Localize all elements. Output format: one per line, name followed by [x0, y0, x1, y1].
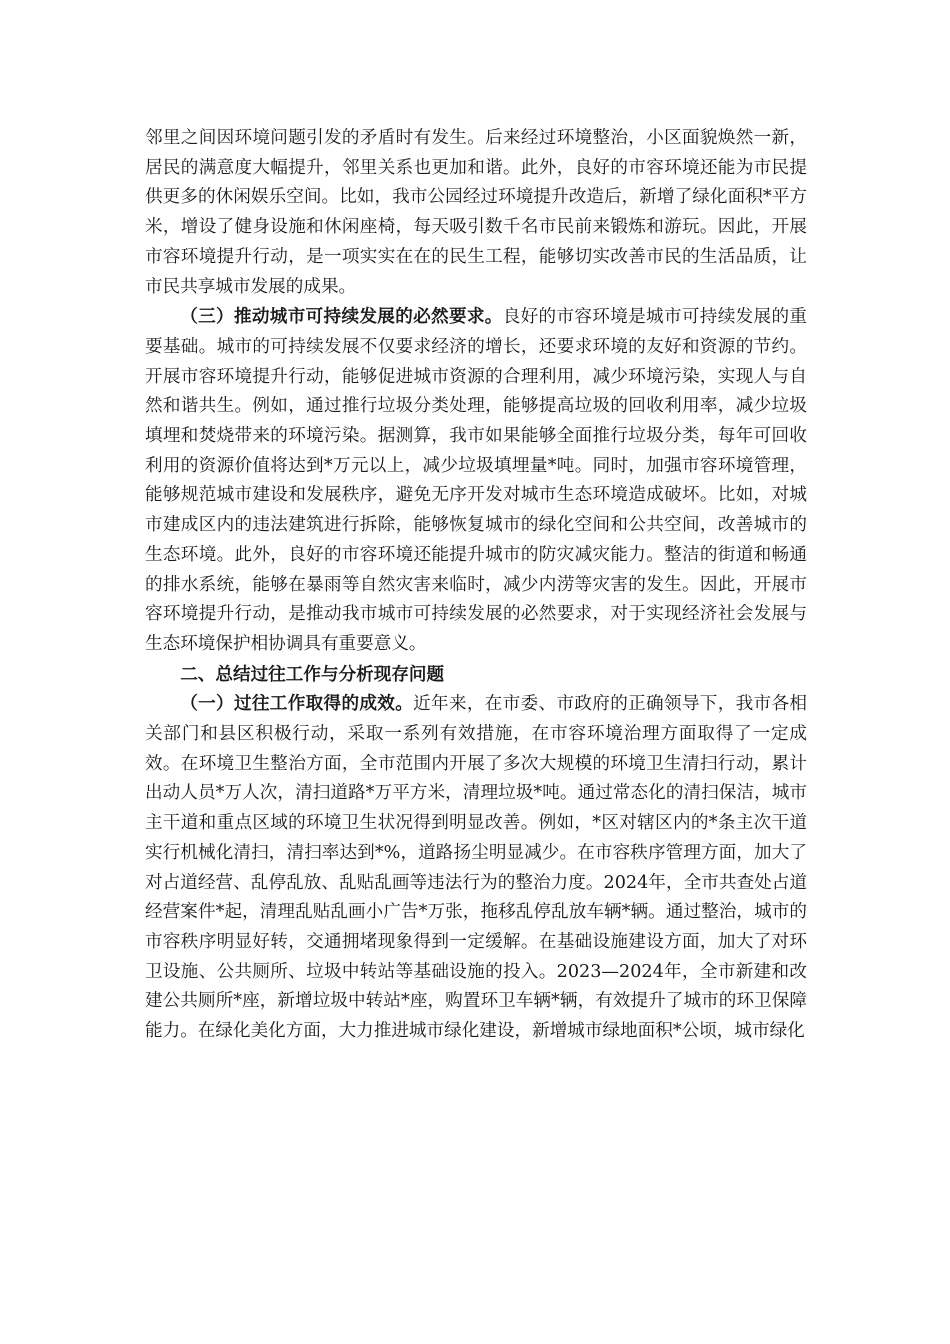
paragraph-text: 邻里之间因环境问题引发的矛盾时有发生。后来经过环境整治，小区面貌焕然一新，居民的满意度大幅提升，邻里关系也更加和谐。此外，良好的市容环境还能为市民提供更多的休闲娱乐空间。比如，我市公园经过环境提升改造后，新增了绿化面积*平方米，增设了健身设施和休闲座椅，每天吸引数千名市民前来锻炼和游玩。因此，开展市容环境提升行动，是一项实实在在的民生工程，能够切实改善市民的生活品质，让市民共享城市发展的成果。 — [145, 128, 807, 297]
paragraph-lead-heading: （三）推动城市可持续发展的必然要求。 — [180, 306, 503, 328]
paragraph-sustainable-development — [145, 302, 807, 659]
section-heading: 二、总结过往工作与分析现存问题 — [180, 663, 445, 685]
document-page — [145, 124, 807, 1047]
paragraph-continued — [145, 124, 807, 302]
paragraph-past-achievements — [145, 689, 807, 1046]
paragraph-lead-heading: （一）过往工作取得的成效。 — [180, 693, 414, 715]
paragraph-text: 近年来，在市委、市政府的正确领导下，我市各相关部门和县区积极行动，采取一系列有效措施，在市容环境治理方面取得了一定成效。在环境卫生整治方面，全市范围内开展了多次大规模的环境卫生清扫行动，累计出动人员*万人次，清扫道路*万平方米，清理垃圾*吨。通过常态化的清扫保洁，城市主干道和重点区域的环境卫生状况得到明显改善。例如，*区对辖区内的*条主次干道实行机械化清扫，清扫率达到*%，道路扬尘明显减少。在市容秩序管理方面，加大了对占道经营、乱停乱放、乱贴乱画等违法行为的整治力度。2024年，全市共查处占道经营案件*起，清理乱贴乱画小广告*万张，拖移乱停乱放车辆*辆。通过整治，城市的市容秩序明显好转，交通拥堵现象得到一定缓解。在基础设施建设方面，加大了对环卫设施、公共厕所、垃圾中转站等基础设施的投入。2023—2024年，全市新建和改建公共厕所*座，新增垃圾中转站*座，购置环卫车辆*辆，有效提升了城市的环卫保障能力。在绿化美化方面，大力推进城市绿化建设，新增城市绿地面积*公顷，城市绿化 — [145, 694, 807, 1042]
paragraph-text: 良好的市容环境是城市可持续发展的重要基础。城市的可持续发展不仅要求经济的增长，还要求环境的友好和资源的节约。开展市容环境提升行动，能够促进城市资源的合理利用，减少环境污染，实现人与自然和谐共生。例如，通过推行垃圾分类处理，能够提高垃圾的回收利用率，减少垃圾填埋和焚烧带来的环境污染。据测算，我市如果能够全面推行垃圾分类，每年可回收利用的资源价值将达到*万元以上，减少垃圾填埋量*吨。同时，加强市容环境管理，能够规范城市建设和发展秩序，避免无序开发对城市生态环境造成破坏。比如，对城市建成区内的违法建筑进行拆除，能够恢复城市的绿化空间和公共空间，改善城市的生态环境。此外，良好的市容环境还能提升城市的防灾减灾能力。整洁的街道和畅通的排水系统，能够在暴雨等自然灾害来临时，减少内涝等灾害的发生。因此，开展市容环境提升行动，是推动我市城市可持续发展的必然要求，对于实现经济社会发展与生态环境保护相协调具有重要意义。 — [145, 307, 807, 654]
